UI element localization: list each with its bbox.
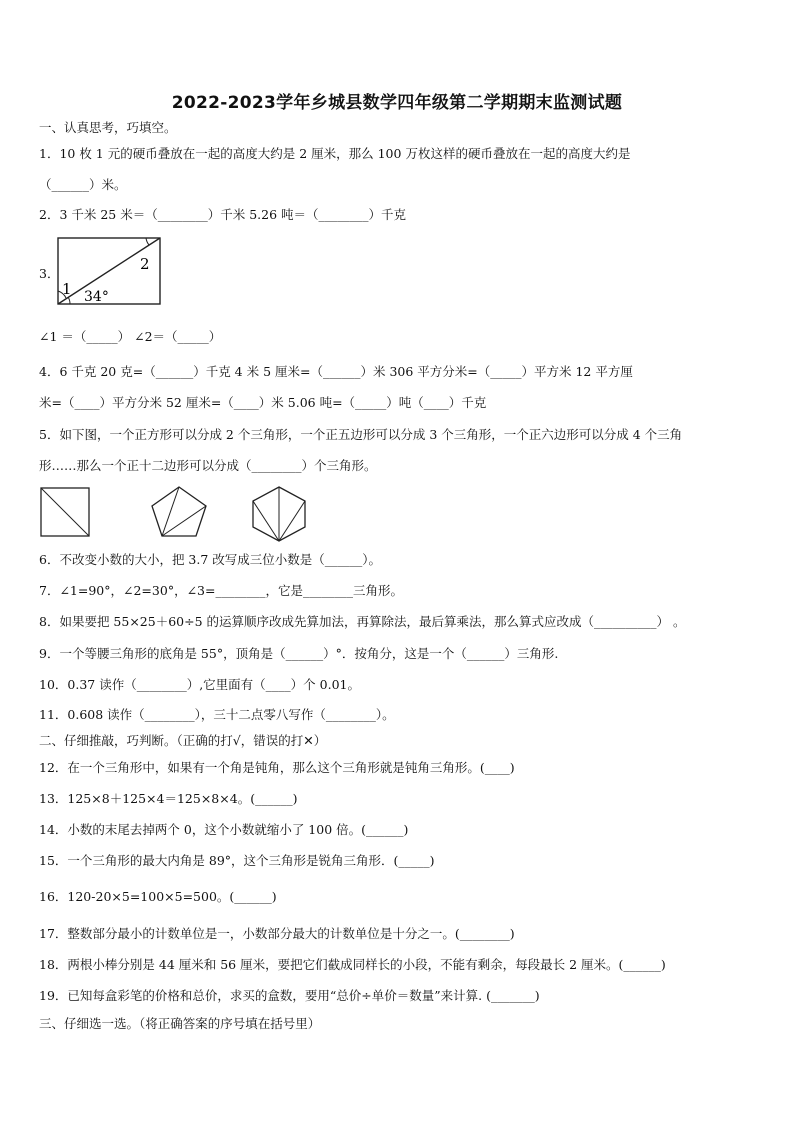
- question-4-line-1: 4．6 千克 20 克=（______）千克 4 米 5 厘米=（______）米 306 平方分米=（_____）平方米 12 平方厘: [39, 364, 633, 379]
- question-3-answers: ∠1 ＝（_____） ∠2＝（_____）: [39, 329, 222, 344]
- question-4-line-2: 米=（____）平方分米 52 厘米=（____）米 5.06 吨=（_____）吨（____）千克: [39, 395, 487, 410]
- angle-label-1: 1: [62, 280, 72, 298]
- question-6: 6．不改变小数的大小，把 3.7 改写成三位小数是（______）。: [39, 552, 382, 567]
- question-9: 9．一个等腰三角形的底角是 55°，顶角是（______）°．按角分，这是一个（______）三角形.: [39, 646, 559, 661]
- hexagon-figure: [253, 487, 305, 541]
- question-18: 18．两根小棒分别是 44 厘米和 56 厘米，要把它们截成同样长的小段，不能有剩余，每段最长 2 厘米。(______): [39, 957, 666, 972]
- question-5-line-1: 5．如下图，一个正方形可以分成 2 个三角形，一个正五边形可以分成 3 个三角形，一个正六边形可以分成 4 个三角: [39, 427, 683, 442]
- angle-arc-1: [68, 297, 70, 304]
- question-1-line-1: 1．10 枚 1 元的硬币叠放在一起的高度大约是 2 厘米，那么 100 万枚这样的硬币叠放在一起的高度大约是: [39, 146, 631, 161]
- question-14: 14．小数的末尾去掉两个 0，这个小数就缩小了 100 倍。(______): [39, 822, 409, 837]
- question-7: 7．∠1=90°，∠2=30°，∠3=________，它是________三角形。: [39, 583, 403, 598]
- question-13: 13．125×8＋125×4＝125×8×4。(______): [39, 791, 298, 806]
- question-17: 17．整数部分最小的计数单位是一，小数部分最大的计数单位是十分之一。(________): [39, 926, 515, 941]
- question-3-number: 3．: [39, 266, 60, 281]
- angle-label-34: 34°: [84, 289, 109, 305]
- question-5-line-2: 形……那么一个正十二边形可以分成（________）个三角形。: [39, 458, 377, 473]
- question-11: 11．0.608 读作（________），三十二点零八写作（________）。: [39, 707, 395, 722]
- question-2: 2．3 千米 25 米＝（________）千米 5.26 吨＝（________）千克: [39, 207, 407, 222]
- angle-label-2: 2: [140, 255, 150, 273]
- question-1-line-2: （______）米。: [39, 177, 127, 192]
- section-heading-judge: 二、仔细推敲，巧判断。（正确的打√，错误的打✕）: [39, 733, 327, 748]
- question-12: 12．在一个三角形中，如果有一个角是钝角，那么这个三角形就是钝角三角形。(____): [39, 760, 515, 775]
- question-19: 19．已知每盒彩笔的价格和总价，求买的盒数，要用“总价÷单价＝数量”来计算. (_______): [39, 988, 540, 1003]
- question-5-polygon-figures: [38, 484, 328, 542]
- question-3-rectangle-figure: [56, 236, 164, 308]
- question-15: 15．一个三角形的最大内角是 89°，这个三角形是锐角三角形．(_____): [39, 853, 435, 868]
- question-10: 10．0.37 读作（________）,它里面有（____）个 0.01。: [39, 677, 360, 692]
- page-title: 2022-2023学年乡城县数学四年级第二学期期末监测试题: [171, 93, 623, 113]
- section-heading-choice: 三、仔细选一选。（将正确答案的序号填在括号里）: [39, 1016, 321, 1031]
- pentagon-figure: [152, 487, 206, 536]
- section-heading-fill: 一、认真思考，巧填空。: [39, 120, 177, 135]
- angle-arc-2: [146, 238, 149, 245]
- question-16: 16．120-20×5=100×5=500。(______): [39, 889, 277, 904]
- question-8: 8．如果要把 55×25＋60÷5 的运算顺序改成先算加法，再算除法，最后算乘法，那么算式应改成（__________） 。: [39, 614, 686, 629]
- square-figure: [41, 488, 89, 536]
